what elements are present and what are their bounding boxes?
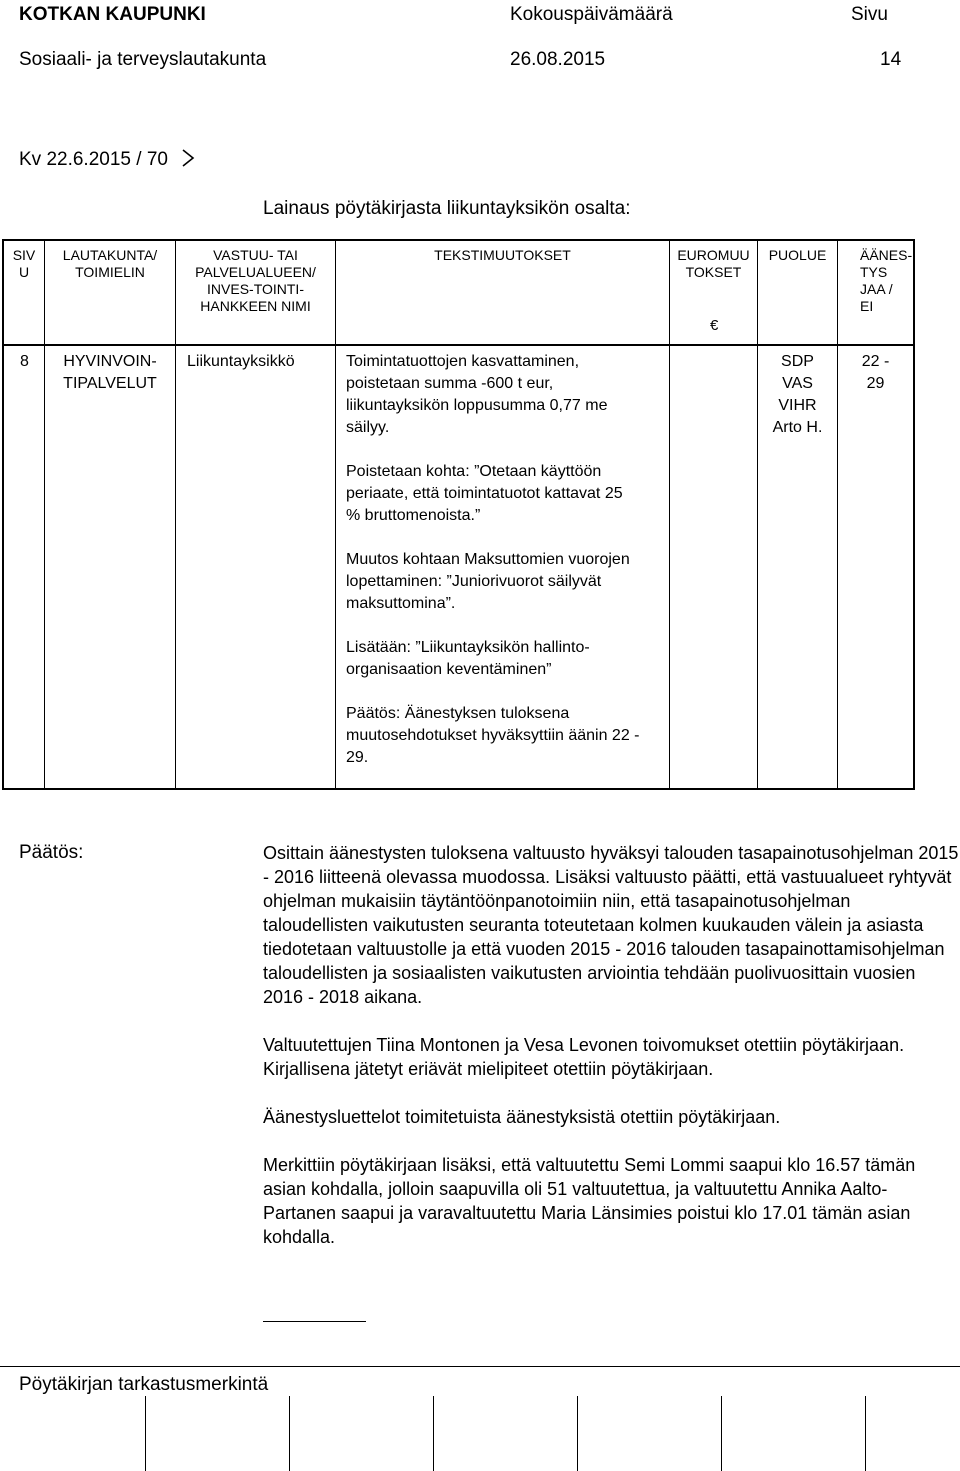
footer-rule: [0, 1366, 960, 1367]
header-party: PUOLUE: [768, 247, 827, 263]
decision-paragraph: Osittain äänestysten tuloksena valtuusto hyväksyi talouden tasapainotusohjelman 2015 - 2016 liitteenä olevassa muodossa. Lisäksi valtuusto päätti, että vastuualueet ryhtyvät ohjelman mukaisiin täytäntöönpanotoimiin niin, että tasapainotusohjelman taloudellisten vaikutusten seuranta toteutetaan kolmen kuukauden välein ja asiasta tiedotetaan valtuustolle ja että vuoden 2015 - 2016 talouden tasapainottamisohjelman taloudellisten ja sosiaalisten vaikutusten arviointia tehdään puolivuosittain vuosien 2016 - 2018 aikana.: [263, 843, 959, 1007]
header-voting: ÄÄNES- TYS JAA / EI: [860, 247, 913, 314]
column-divider: [837, 241, 838, 788]
board-name: Sosiaali- ja terveyslautakunta: [19, 49, 267, 70]
text-change-paragraph: Poistetaan kohta: ”Otetaan käyttöön periaate, että toimintatuotot kattavat 25 % bruttomenoista.”: [346, 463, 623, 524]
column-divider: [757, 241, 758, 788]
amendments-table: [2, 239, 915, 790]
decision-paragraph: Äänestysluettelot toimitetuista äänestyksistä otettiin pöytäkirjaan.: [263, 1107, 781, 1127]
text-changes-cell: [346, 351, 641, 791]
decision-paragraph: Merkittiin pöytäkirjaan lisäksi, että valtuutettu Semi Lommi saapui klo 16.57 tämän asian kohdalla, jolloin saapuvilla oli 51 valtuutettua, ja valtuutettu Annika Aalto-Partanen saapui ja varavaltuutettu Maria Länsimies poistui klo 17.01 tämän asian kohdalla.: [263, 1155, 916, 1247]
euro-symbol: €: [710, 317, 719, 334]
page-number: 14: [880, 49, 902, 70]
text-change-paragraph: Lisätään: ”Liikuntayksikön hallinto-organisaation keventäminen”: [346, 639, 590, 678]
reference-text: Kv 22.6.2015 / 70: [19, 149, 168, 170]
text-change-paragraph: Muutos kohtaan Maksuttomien vuorojen lopettaminen: ”Juniorivuorot säilyvät maksuttomina”.: [346, 551, 630, 612]
page-label: Sivu: [851, 4, 888, 25]
review-box-divider: [721, 1396, 722, 1471]
signature-line: [263, 1321, 366, 1322]
review-box-divider: [433, 1396, 434, 1471]
quote-heading: Lainaus pöytäkirjasta liikuntayksikön osalta:: [263, 198, 631, 219]
meeting-date: 26.08.2015: [510, 49, 606, 70]
text-change-decision: Päätös: Äänestyksen tuloksena muutosehdotukset hyväksyttiin äänin 22 - 29.: [346, 705, 640, 766]
row-unit: Liikuntayksikkö: [187, 353, 295, 370]
decision-paragraph: Valtuutettujen Tiina Montonen ja Vesa Levonen toivomukset otettiin pöytäkirjaan. Kirjallisena jätetyt eriävät mielipiteet otettiin pöytäkirjaan.: [263, 1035, 905, 1079]
row-board: HYVINVOIN- TIPALVELUT: [63, 353, 157, 392]
review-mark-label: Pöytäkirjan tarkastusmerkintä: [19, 1374, 269, 1395]
section-mark-icon: [181, 149, 195, 167]
row-votes: 22 - 29: [861, 353, 890, 392]
review-box-divider: [289, 1396, 290, 1471]
review-box-divider: [577, 1396, 578, 1471]
header-board: LAUTAKUNTA/ TOIMIELIN: [62, 247, 158, 280]
header-euro-changes: EUROMUU TOKSET: [677, 247, 750, 280]
reference-line: [19, 149, 195, 171]
text-change-paragraph: Toimintatuottojen kasvattaminen, poistetaan summa -600 t eur, liikuntayksikön loppusumma 0,77 me säilyy.: [346, 353, 608, 436]
column-divider: [44, 241, 45, 788]
organization-name: KOTKAN KAUPUNKI: [19, 4, 206, 25]
header-unit: VASTUU- TAI PALVELUALUEEN/ INVES-TOINTI- HANKKEEN NIMI: [195, 247, 316, 314]
header-text-changes: TEKSTIMUUTOKSET: [434, 247, 571, 263]
column-divider: [335, 241, 336, 788]
header-row-divider: [4, 344, 913, 346]
review-box-divider: [145, 1396, 146, 1471]
column-divider: [669, 241, 670, 788]
column-divider: [175, 241, 176, 788]
decision-label: Päätös:: [19, 842, 84, 863]
header-siv: SIV U: [12, 247, 36, 280]
row-siv: 8: [20, 353, 29, 370]
meeting-date-label: Kokouspäivämäärä: [510, 4, 673, 25]
decision-body: [263, 841, 960, 1273]
review-box-divider: [865, 1396, 866, 1471]
row-party: SDP VAS VIHR Arto H.: [772, 353, 823, 436]
